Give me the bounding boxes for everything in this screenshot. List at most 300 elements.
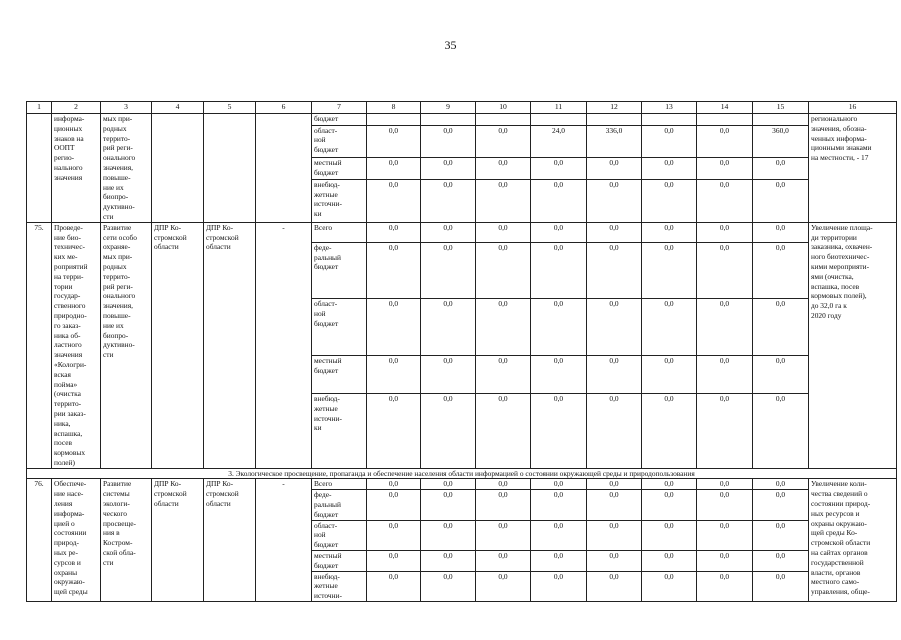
funding-source-text: местный бюджет — [314, 355, 342, 375]
value-cell — [697, 393, 753, 468]
value-cell-text: 0,0 — [553, 222, 564, 232]
value-cell — [476, 125, 531, 157]
value-cell-text: 0,0 — [664, 490, 674, 500]
value-cell — [587, 222, 642, 242]
value-cell-text: 0,0 — [443, 551, 453, 561]
value-cell — [697, 125, 753, 157]
value-cell-text: 0,0 — [719, 157, 730, 167]
column-number: 11 — [531, 102, 587, 114]
value-cell — [697, 222, 753, 242]
value-cell — [753, 114, 809, 126]
value-cell-text: 0,0 — [498, 157, 508, 167]
value-cell-text: 0,0 — [775, 571, 786, 581]
funding-source-text: внебюд- жетные источни- ки — [314, 393, 342, 433]
value-cell — [531, 179, 587, 222]
value-cell — [476, 114, 531, 126]
value-cell — [642, 114, 697, 126]
expected-result — [809, 114, 897, 223]
value-cell-text: 0,0 — [664, 157, 674, 167]
column-number: 12 — [587, 102, 642, 114]
value-cell — [421, 242, 476, 298]
value-cell-text: 0,0 — [775, 355, 786, 365]
value-cell-text: 0,0 — [388, 393, 399, 403]
funding-source-text: внебюд- жетные источни- ки — [314, 179, 342, 219]
value-cell-text: 0,0 — [609, 179, 619, 189]
funding-source — [312, 393, 367, 468]
value-cell-text: 0,0 — [775, 222, 786, 232]
value-cell-text: 0,0 — [664, 551, 674, 561]
value-cell — [587, 125, 642, 157]
value-cell — [531, 222, 587, 242]
value-cell-text: 0,0 — [609, 520, 619, 530]
column-number: 9 — [421, 102, 476, 114]
value-cell-text: 0,0 — [719, 479, 730, 489]
value-cell-text: 0,0 — [719, 571, 730, 581]
value-cell-text: 0,0 — [609, 571, 619, 581]
value-cell — [531, 490, 587, 520]
value-cell-text: 0,0 — [498, 479, 508, 489]
value-cell — [753, 157, 809, 179]
value-cell — [642, 179, 697, 222]
column-number: 10 — [476, 102, 531, 114]
value-cell-text: 0,0 — [609, 490, 619, 500]
column-number: 3 — [101, 102, 152, 114]
column-number: 7 — [312, 102, 367, 114]
value-cell-text: 0,0 — [664, 222, 674, 232]
value-cell — [587, 242, 642, 298]
value-cell-text: 0,0 — [775, 551, 786, 561]
value-cell — [753, 490, 809, 520]
column-number: 1 — [27, 102, 52, 114]
value-cell — [753, 222, 809, 242]
column-number: 4 — [152, 102, 204, 114]
value-cell — [421, 479, 476, 490]
value-cell — [642, 242, 697, 298]
value-cell-text: 0,0 — [388, 520, 399, 530]
value-cell — [642, 571, 697, 601]
measure-name — [52, 479, 101, 602]
value-cell-text: 0,0 — [443, 571, 453, 581]
value-cell-text: 0,0 — [443, 520, 453, 530]
value-cell-text: 0,0 — [498, 222, 508, 232]
value-cell — [367, 490, 421, 520]
value-cell-text: 0,0 — [609, 551, 619, 561]
value-cell-text: 0,0 — [498, 355, 508, 365]
value-cell-text: 0,0 — [664, 242, 674, 252]
value-cell-text: 0,0 — [719, 242, 730, 252]
value-cell-text: 0,0 — [388, 157, 399, 167]
table-row — [27, 479, 897, 490]
value-cell-text: 0,0 — [388, 355, 399, 365]
value-cell — [476, 299, 531, 355]
funding-source-text: феде- ральный бюджет — [314, 490, 341, 519]
section-row — [27, 468, 897, 479]
column-number: 16 — [809, 102, 897, 114]
value-cell-text: 0,0 — [664, 393, 674, 403]
value-cell-text: 0,0 — [498, 299, 508, 309]
value-cell — [367, 125, 421, 157]
value-cell — [531, 479, 587, 490]
value-cell — [587, 157, 642, 179]
value-cell-text: 0,0 — [719, 393, 730, 403]
col6-cell — [256, 114, 312, 223]
value-cell-text: 0,0 — [553, 479, 564, 489]
value-cell — [421, 393, 476, 468]
col6-cell — [256, 222, 312, 468]
funding-source — [312, 490, 367, 520]
value-cell — [587, 355, 642, 393]
value-cell — [476, 157, 531, 179]
value-cell — [697, 114, 753, 126]
value-cell-text: 0,0 — [388, 222, 399, 232]
funding-source — [312, 157, 367, 179]
value-cell-text: 0,0 — [664, 299, 674, 309]
value-cell — [642, 520, 697, 550]
value-cell-text: 0,0 — [443, 125, 453, 135]
value-cell-text: 0,0 — [719, 520, 730, 530]
value-cell — [587, 520, 642, 550]
row-number — [27, 114, 52, 223]
budget-table — [26, 101, 897, 602]
value-cell — [476, 355, 531, 393]
value-cell — [697, 179, 753, 222]
value-cell-text: 0,0 — [443, 179, 453, 189]
value-cell — [753, 125, 809, 157]
column-number: 15 — [753, 102, 809, 114]
value-cell-text: 0,0 — [553, 393, 564, 403]
page-number: 35 — [444, 38, 457, 52]
value-cell-text: 0,0 — [609, 479, 619, 489]
value-cell — [421, 125, 476, 157]
goal-cell — [101, 222, 152, 468]
value-cell-text: 0,0 — [775, 490, 786, 500]
value-cell — [642, 157, 697, 179]
value-cell — [531, 125, 587, 157]
value-cell — [531, 157, 587, 179]
value-cell — [531, 114, 587, 126]
funding-source — [312, 479, 367, 490]
value-cell — [587, 551, 642, 572]
value-cell — [642, 551, 697, 572]
value-cell — [367, 299, 421, 355]
value-cell — [753, 242, 809, 298]
value-cell-text: 0,0 — [775, 179, 786, 189]
funding-source-text: област- ной бюджет — [314, 520, 339, 550]
expected-result-text: Увеличение площа- ди территории заказника, охвачен- ного биотехничес- кими мероприяти- ями (очистка, вспашка, посев кормовых полей), до 32,0 га к 2020 году — [811, 222, 873, 320]
executor-cell — [152, 222, 204, 468]
table-row — [27, 222, 897, 242]
value-cell — [476, 393, 531, 468]
expected-result — [809, 479, 897, 602]
value-cell — [642, 222, 697, 242]
value-cell-text: 0,0 — [443, 299, 453, 309]
value-cell — [531, 299, 587, 355]
value-cell — [587, 479, 642, 490]
value-cell-text: 0,0 — [664, 571, 674, 581]
funding-source-text: феде- ральный бюджет — [314, 242, 341, 272]
executor-cell-text: ДПР Ко- стромской области — [154, 222, 187, 252]
value-cell — [367, 179, 421, 222]
value-cell-text: 0,0 — [553, 179, 564, 189]
funding-source — [312, 179, 367, 222]
value-cell-text: 0,0 — [553, 551, 564, 561]
value-cell-text: 0,0 — [719, 125, 730, 135]
value-cell-text: 0,0 — [388, 179, 399, 189]
value-cell-text: 0,0 — [775, 242, 786, 252]
value-cell — [367, 520, 421, 550]
value-cell-text: 0,0 — [443, 355, 453, 365]
value-cell — [476, 479, 531, 490]
value-cell-text: 360,0 — [772, 125, 789, 135]
funding-source-text: област- ной бюджет — [314, 125, 339, 155]
value-cell — [587, 490, 642, 520]
value-cell — [587, 571, 642, 601]
col6-cell-text: - — [282, 479, 285, 489]
column-number: 13 — [642, 102, 697, 114]
table-row — [27, 114, 897, 126]
value-cell-text: 0,0 — [443, 242, 453, 252]
column-number: 5 — [204, 102, 256, 114]
value-cell — [476, 222, 531, 242]
value-cell-text: 336,0 — [605, 125, 623, 135]
goal-cell-text: Развитие системы экологи- ческого просвеще- ния в Костром- ской обла- сти — [103, 479, 136, 567]
value-cell — [476, 551, 531, 572]
funding-source-text: местный бюджет — [314, 157, 342, 177]
value-cell-text: 0,0 — [719, 299, 730, 309]
value-cell — [421, 157, 476, 179]
measure-name-text: Обеспече- ние насе- ления информа- цией о состоянии природ- ных ре- сурсов и охраны окружаю- щей среды — [54, 479, 88, 597]
value-cell — [531, 393, 587, 468]
measure-name-text: информа- ционных знаков на ООПТ регио- нального значения — [54, 114, 85, 182]
value-cell-text: 0,0 — [443, 490, 453, 500]
value-cell-text: 0,0 — [664, 125, 674, 135]
value-cell-text: 0,0 — [719, 490, 730, 500]
value-cell-text: 0,0 — [609, 299, 619, 309]
row-number-text: 75. — [34, 222, 44, 232]
value-cell-text: 0,0 — [719, 222, 730, 232]
value-cell-text: 0,0 — [553, 571, 564, 581]
value-cell — [753, 179, 809, 222]
column-number-row — [27, 102, 897, 114]
expected-result-text: Увеличение коли- чества сведений о состоянии природ- ных ресурсов и охраны окружаю- щей среды Ко- стромской области на сайтах органов государственной власти, органов местного само- управления, обще- — [811, 479, 871, 597]
value-cell — [421, 520, 476, 550]
value-cell — [587, 114, 642, 126]
value-cell — [642, 355, 697, 393]
value-cell — [421, 571, 476, 601]
column-number: 6 — [256, 102, 312, 114]
value-cell — [476, 520, 531, 550]
value-cell-text: 0,0 — [388, 551, 399, 561]
value-cell — [421, 299, 476, 355]
value-cell-text: 0,0 — [775, 157, 786, 167]
coexecutor-cell — [204, 222, 256, 468]
expected-result — [809, 222, 897, 468]
column-number: 14 — [697, 102, 753, 114]
value-cell-text: 0,0 — [388, 299, 399, 309]
value-cell — [421, 551, 476, 572]
value-cell — [697, 571, 753, 601]
value-cell — [697, 355, 753, 393]
measure-name-text: Проведе- ние био- техничес- ких ме- роприятий на терри- тории государ- ственного природно- го заказ- ника об- ластного значения «Кологри- вская пойма» (очистка террито- рии заказ- ника, вспашка, посев кормовых полей) — [54, 222, 88, 467]
value-cell — [367, 355, 421, 393]
value-cell-text: 0,0 — [553, 157, 564, 167]
funding-source-text: местный бюджет — [314, 551, 342, 570]
value-cell — [367, 393, 421, 468]
value-cell-text: 0,0 — [664, 520, 674, 530]
measure-name — [52, 222, 101, 468]
funding-source-text: Всего — [314, 222, 333, 232]
value-cell — [421, 114, 476, 126]
value-cell — [531, 571, 587, 601]
value-cell — [367, 114, 421, 126]
value-cell — [531, 520, 587, 550]
value-cell — [753, 393, 809, 468]
value-cell — [642, 299, 697, 355]
value-cell — [367, 242, 421, 298]
goal-cell-text: Развитие сети особо охраняе- мых при- родных террито- рий реги- онального значения, повыше- ние их биопро- дуктивно- сти — [103, 222, 137, 360]
value-cell-text: 0,0 — [443, 222, 453, 232]
value-cell — [421, 490, 476, 520]
value-cell — [642, 490, 697, 520]
value-cell-text: 0,0 — [498, 242, 508, 252]
column-number: 2 — [52, 102, 101, 114]
value-cell-text: 0,0 — [664, 179, 674, 189]
value-cell-text: 0,0 — [609, 157, 619, 167]
funding-source — [312, 222, 367, 242]
funding-source — [312, 551, 367, 572]
value-cell-text: 0,0 — [498, 179, 508, 189]
value-cell — [753, 520, 809, 550]
funding-source-text: област- ной бюджет — [314, 299, 339, 328]
value-cell — [367, 157, 421, 179]
value-cell-text: 0,0 — [553, 299, 564, 309]
value-cell-text: 0,0 — [719, 355, 730, 365]
value-cell-text: 0,0 — [553, 520, 564, 530]
value-cell-text: 0,0 — [775, 479, 786, 489]
value-cell-text: 0,0 — [443, 393, 453, 403]
value-cell — [476, 242, 531, 298]
value-cell — [697, 299, 753, 355]
value-cell-text: 0,0 — [498, 571, 508, 581]
executor-cell — [152, 114, 204, 223]
value-cell — [642, 125, 697, 157]
value-cell-text: 0,0 — [719, 551, 730, 561]
value-cell-text: 0,0 — [553, 355, 564, 365]
value-cell-text: 0,0 — [775, 299, 786, 309]
executor-cell — [152, 479, 204, 602]
coexecutor-cell — [204, 479, 256, 602]
row-number-text: 76. — [34, 479, 44, 489]
row-number — [27, 479, 52, 602]
column-number: 8 — [367, 102, 421, 114]
measure-name — [52, 114, 101, 223]
value-cell — [531, 242, 587, 298]
value-cell-text: 0,0 — [388, 490, 399, 500]
coexecutor-cell-text: ДПР Ко- стромской области — [206, 222, 239, 252]
goal-cell — [101, 114, 152, 223]
value-cell — [697, 157, 753, 179]
value-cell — [587, 299, 642, 355]
funding-source — [312, 571, 367, 601]
value-cell-text: 0,0 — [498, 490, 508, 500]
value-cell — [587, 179, 642, 222]
funding-source-text: Всего — [314, 479, 333, 489]
value-cell — [587, 393, 642, 468]
value-cell-text: 0,0 — [498, 551, 508, 561]
value-cell — [531, 551, 587, 572]
value-cell — [476, 179, 531, 222]
value-cell-text: 24,0 — [552, 125, 565, 135]
value-cell-text: 0,0 — [664, 479, 674, 489]
value-cell — [531, 355, 587, 393]
value-cell-text: 0,0 — [553, 242, 564, 252]
value-cell — [367, 551, 421, 572]
value-cell — [642, 479, 697, 490]
value-cell-text: 0,0 — [775, 520, 786, 530]
value-cell-text: 0,0 — [498, 125, 508, 135]
value-cell-text: 0,0 — [388, 479, 399, 489]
funding-source — [312, 125, 367, 157]
value-cell-text: 0,0 — [664, 355, 674, 365]
executor-cell-text: ДПР Ко- стромской области — [154, 479, 187, 509]
value-cell-text: 0,0 — [443, 157, 453, 167]
value-cell — [697, 242, 753, 298]
col6-cell — [256, 479, 312, 602]
funding-source-text: внебюд- жетные источни- — [314, 571, 342, 601]
value-cell — [421, 222, 476, 242]
funding-source — [312, 520, 367, 550]
value-cell-text: 0,0 — [719, 179, 730, 189]
value-cell — [367, 479, 421, 490]
value-cell — [367, 571, 421, 601]
value-cell — [367, 222, 421, 242]
value-cell-text: 0,0 — [388, 571, 399, 581]
value-cell-text: 0,0 — [388, 125, 399, 135]
value-cell-text: 0,0 — [775, 393, 786, 403]
value-cell — [421, 179, 476, 222]
value-cell-text: 0,0 — [609, 222, 619, 232]
value-cell-text: 0,0 — [498, 393, 508, 403]
funding-source — [312, 299, 367, 355]
value-cell-text: 0,0 — [553, 490, 564, 500]
value-cell-text: 0,0 — [609, 393, 619, 403]
goal-cell-text: мых при- родных террито- рий реги- онального значения, повыше- ние их биопро- дуктивно- сти — [103, 114, 136, 221]
value-cell — [476, 571, 531, 601]
expected-result-text: регионального значения, обозна- ченных информа- ционными знаками на местности, - 17 — [811, 114, 872, 163]
value-cell-text: 0,0 — [609, 242, 619, 252]
value-cell — [753, 571, 809, 601]
value-cell-text: 0,0 — [388, 242, 399, 252]
value-cell — [697, 551, 753, 572]
coexecutor-cell — [204, 114, 256, 223]
goal-cell — [101, 479, 152, 602]
value-cell — [753, 479, 809, 490]
value-cell — [697, 479, 753, 490]
value-cell — [421, 355, 476, 393]
value-cell-text: 0,0 — [609, 355, 619, 365]
value-cell — [753, 355, 809, 393]
funding-source — [312, 242, 367, 298]
col6-cell-text: - — [282, 222, 285, 232]
value-cell — [476, 490, 531, 520]
funding-source-text: бюджет — [314, 114, 339, 123]
funding-source — [312, 114, 367, 126]
value-cell — [697, 490, 753, 520]
funding-source — [312, 355, 367, 393]
coexecutor-cell-text: ДПР Ко- стромской области — [206, 479, 239, 509]
value-cell — [753, 551, 809, 572]
value-cell — [697, 520, 753, 550]
